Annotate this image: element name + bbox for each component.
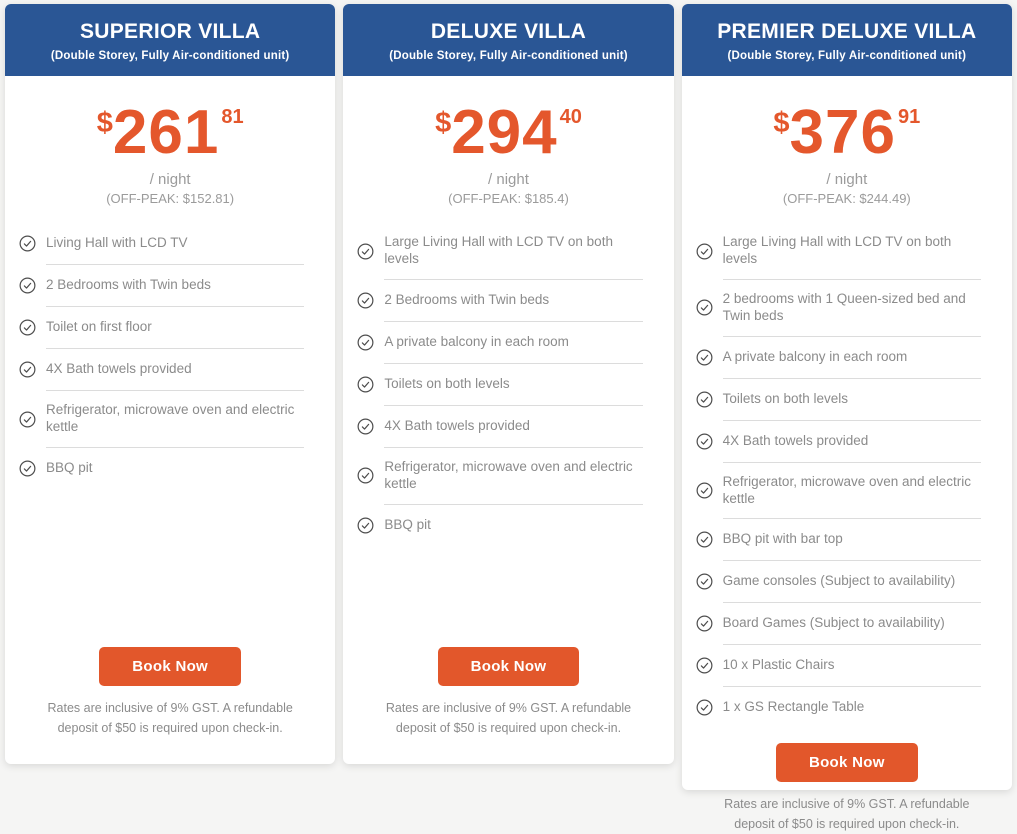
feature-text: 2 bedrooms with 1 Queen-sized bed and Twin beds	[722, 290, 966, 323]
check-circle-icon	[19, 277, 36, 294]
check-circle-icon	[696, 657, 713, 674]
feature-item	[5, 307, 335, 349]
check-circle-icon	[357, 467, 374, 484]
check-circle-icon	[19, 235, 36, 252]
feature-list	[682, 223, 1012, 729]
feature-item	[682, 561, 1012, 603]
feature-item	[682, 223, 1012, 280]
feature-item	[682, 463, 1012, 520]
plan-title: PREMIER DELUXE VILLA	[717, 20, 977, 43]
feature-item	[682, 687, 1012, 729]
feature-text: Toilet on first floor	[46, 319, 152, 335]
check-circle-icon	[696, 433, 713, 450]
feature-text: Toilets on both levels	[722, 390, 848, 406]
per-night-label: / night	[488, 171, 529, 189]
feature-item	[5, 391, 335, 448]
feature-item	[5, 223, 335, 265]
check-circle-icon	[696, 299, 713, 316]
feature-text: 2 Bedrooms with Twin beds	[384, 291, 550, 307]
check-circle-icon	[696, 391, 713, 408]
feature-list	[343, 223, 673, 547]
plan-subtitle: (Double Storey, Fully Air-conditioned unit)	[389, 50, 628, 63]
check-circle-icon	[19, 319, 36, 336]
rates-note: Rates are inclusive of 9% GST. A refundable deposit of $50 is required upon check-in.	[385, 701, 632, 735]
feature-text: Toilets on both levels	[384, 375, 510, 391]
feature-text: Refrigerator, microwave oven and electric kettle	[384, 458, 633, 491]
feature-item	[5, 265, 335, 307]
price-block	[343, 98, 673, 207]
offpeak-price: (OFF-PEAK: $185.4)	[448, 191, 569, 207]
feature-item	[682, 280, 1012, 337]
feature-item	[682, 379, 1012, 421]
feature-text: Living Hall with LCD TV	[46, 235, 188, 251]
feature-text: 10 x Plastic Chairs	[722, 657, 835, 673]
check-circle-icon	[696, 615, 713, 632]
feature-item	[343, 364, 673, 406]
feature-text: 4X Bath towels provided	[722, 432, 869, 448]
plan-card-superior-villa	[5, 4, 335, 764]
plan-subtitle: (Double Storey, Fully Air-conditioned unit)	[50, 50, 290, 63]
feature-item	[343, 505, 673, 547]
plan-subtitle: (Double Storey, Fully Air-conditioned unit)	[727, 50, 967, 63]
price-cents: 40	[559, 106, 582, 129]
per-night-label: / night	[149, 171, 191, 189]
feature-text: BBQ pit	[46, 459, 93, 475]
feature-text: 2 Bedrooms with Twin beds	[46, 277, 211, 293]
offpeak-price: (OFF-PEAK: $244.49)	[782, 191, 911, 207]
feature-item	[682, 645, 1012, 687]
price	[5, 98, 335, 168]
price-cents: 81	[221, 106, 244, 129]
price-block	[682, 98, 1012, 207]
feature-item	[343, 448, 673, 505]
feature-text: A private balcony in each room	[722, 348, 908, 364]
feature-text: 4X Bath towels provided	[384, 417, 530, 433]
currency-symbol: $	[435, 107, 452, 140]
check-circle-icon	[19, 411, 36, 428]
plan-header	[682, 4, 1012, 76]
feature-item	[5, 349, 335, 391]
price-block	[5, 98, 335, 207]
feature-text: Large Living Hall with LCD TV on both levels	[722, 234, 952, 267]
plan-card-deluxe-villa	[343, 4, 673, 764]
price	[682, 98, 1012, 168]
check-circle-icon	[357, 376, 374, 393]
check-circle-icon	[696, 243, 713, 260]
check-circle-icon	[696, 531, 713, 548]
per-night-label: / night	[826, 171, 868, 189]
plan-card-premier-deluxe-villa	[682, 4, 1012, 831]
check-circle-icon	[19, 361, 36, 378]
currency-symbol: $	[96, 107, 113, 140]
price-amount: 294	[451, 98, 558, 168]
feature-text: Refrigerator, microwave oven and electric kettle	[722, 473, 972, 506]
check-circle-icon	[696, 349, 713, 366]
check-circle-icon	[357, 517, 374, 534]
check-circle-icon	[19, 460, 36, 477]
feature-text: Board Games (Subject to availability)	[722, 615, 945, 631]
feature-text: Game consoles (Subject to availability)	[722, 573, 956, 589]
check-circle-icon	[696, 573, 713, 590]
offpeak-price: (OFF-PEAK: $152.81)	[106, 191, 235, 207]
feature-item	[682, 603, 1012, 645]
check-circle-icon	[696, 699, 713, 716]
plan-title: SUPERIOR VILLA	[79, 20, 261, 43]
feature-text: BBQ pit	[384, 516, 431, 532]
price	[343, 98, 673, 168]
book-now-button[interactable]: Book Now	[438, 647, 580, 686]
feature-text: 4X Bath towels provided	[46, 361, 192, 377]
rates-note: Rates are inclusive of 9% GST. A refundable deposit of $50 is required upon check-in.	[724, 797, 970, 831]
check-circle-icon	[696, 482, 713, 499]
book-now-button[interactable]: Book Now	[776, 743, 918, 782]
feature-text: Large Living Hall with LCD TV on both levels	[384, 234, 613, 267]
check-circle-icon	[357, 292, 374, 309]
feature-item	[682, 519, 1012, 561]
book-now-button[interactable]: Book Now	[99, 647, 241, 686]
feature-item	[343, 406, 673, 448]
feature-text: A private balcony in each room	[384, 333, 569, 349]
check-circle-icon	[357, 418, 374, 435]
price-amount: 376	[789, 98, 896, 168]
feature-text: 1 x GS Rectangle Table	[722, 699, 865, 715]
rates-note: Rates are inclusive of 9% GST. A refundable deposit of $50 is required upon check-in.	[47, 701, 293, 735]
feature-item	[343, 322, 673, 364]
feature-item	[5, 448, 335, 490]
feature-item	[343, 280, 673, 322]
price-cents: 91	[897, 106, 921, 129]
price-amount: 261	[112, 98, 220, 168]
plan-header	[5, 4, 335, 76]
feature-item	[682, 337, 1012, 379]
feature-text: BBQ pit with bar top	[722, 531, 843, 547]
feature-item	[682, 421, 1012, 463]
plan-header	[343, 4, 673, 76]
check-circle-icon	[357, 334, 374, 351]
check-circle-icon	[357, 243, 374, 260]
feature-list	[5, 223, 335, 490]
plan-title: DELUXE VILLA	[430, 20, 587, 43]
currency-symbol: $	[773, 107, 790, 140]
feature-text: Refrigerator, microwave oven and electric kettle	[46, 402, 295, 435]
feature-item	[343, 223, 673, 280]
